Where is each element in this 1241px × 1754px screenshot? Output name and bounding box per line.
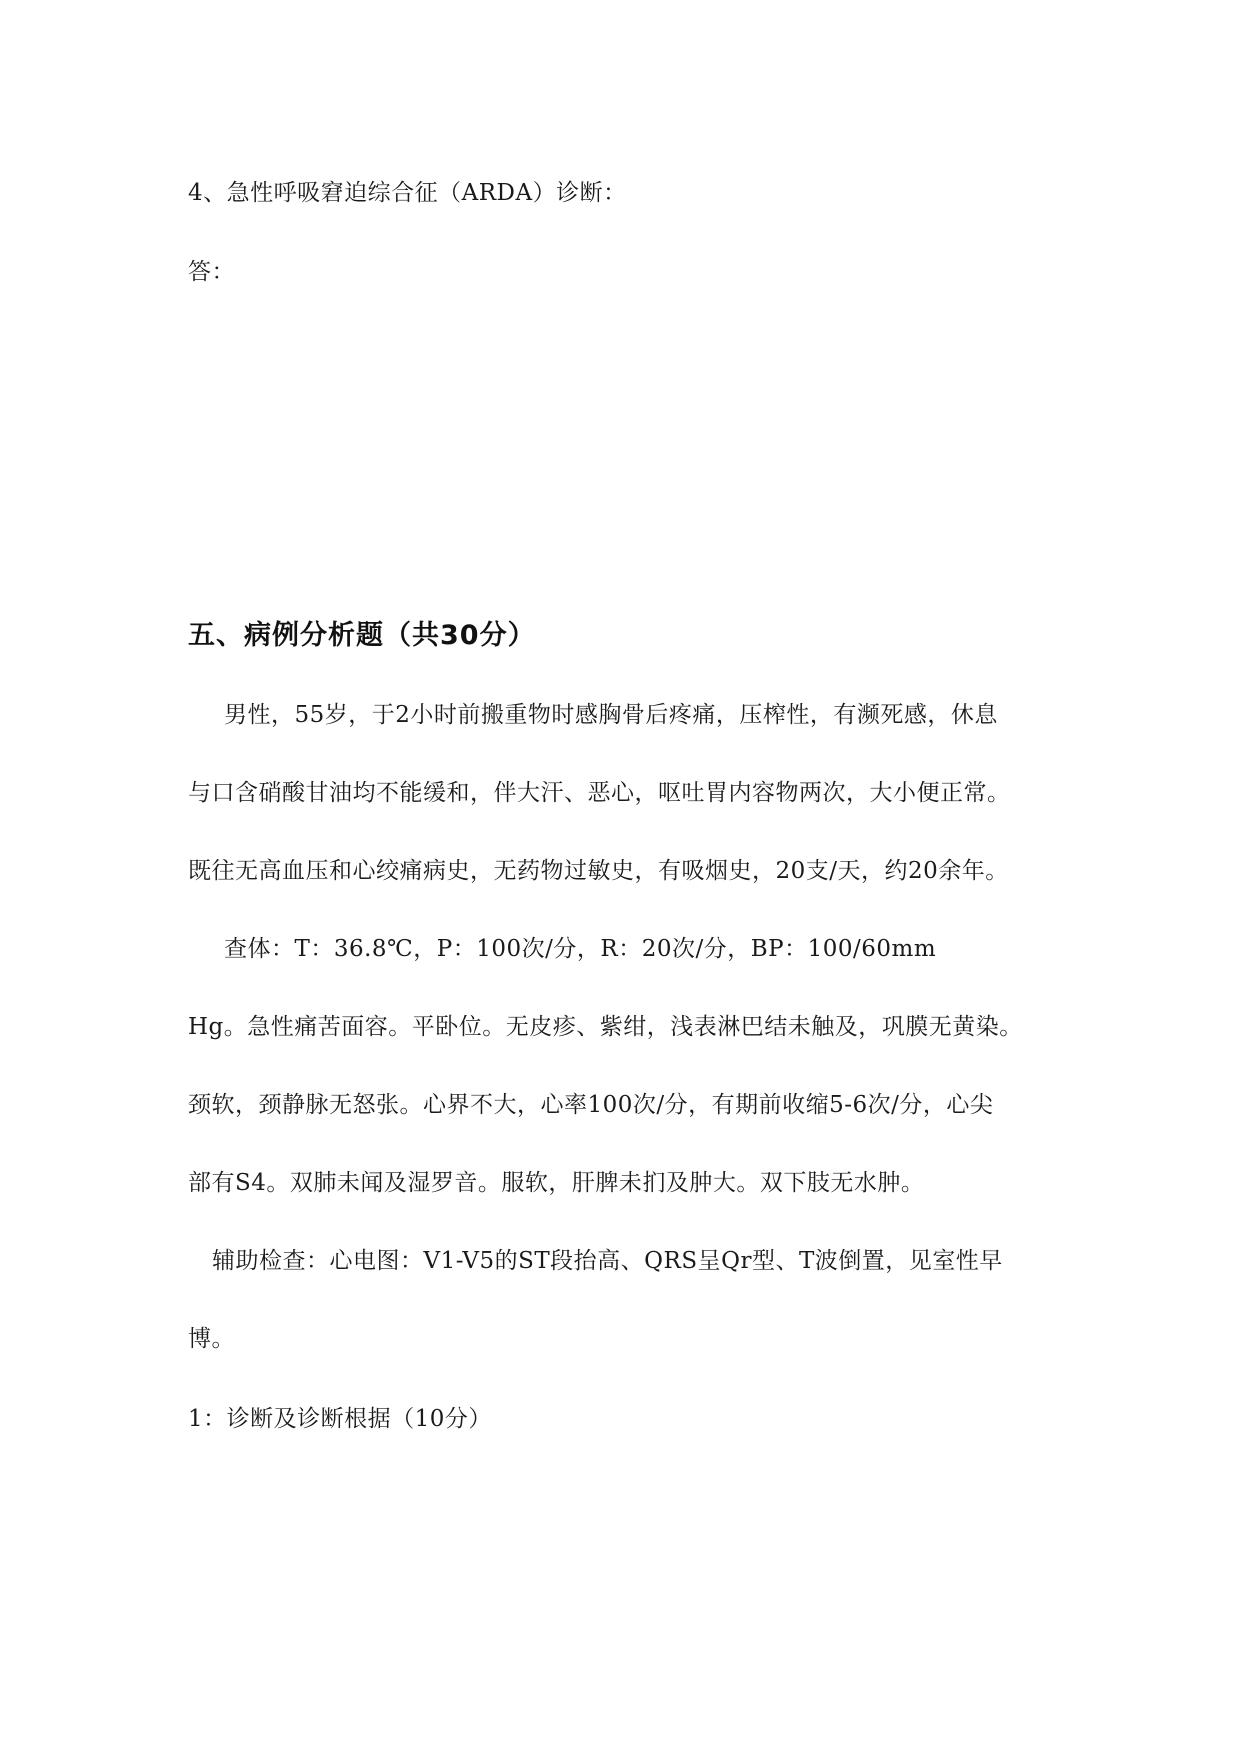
case-line-5: Hg。急性痛苦面容。平卧位。无皮疹、紫绀，浅表淋巴结未触及，巩膜无黄染。 — [188, 1014, 1023, 1040]
case-line-6: 颈软，颈静脉无怒张。心界不大，心率100次/分，有期前收缩5-6次/分，心尖 — [188, 1092, 994, 1118]
answer-label: 答： — [188, 259, 235, 285]
case-line-8: 辅助检查：心电图：V1-V5的ST段抬高、QRS呈Qr型、T波倒置，见室性早 — [212, 1248, 1003, 1274]
sub-question-1: 1：诊断及诊断根据（10分） — [188, 1406, 492, 1432]
case-line-7: 部有S4。双肺未闻及湿罗音。服软，肝脾未扪及肿大。双下肢无水肿。 — [188, 1170, 925, 1196]
question-4-title: 4、急性呼吸窘迫综合征（ARDA）诊断： — [188, 180, 627, 206]
case-line-4: 查体：T：36.8℃，P：100次/分，R：20次/分，BP：100/60mm — [224, 936, 937, 962]
case-line-3: 既往无高血压和心绞痛病史，无药物过敏史，有吸烟史，20支/天，约20余年。 — [188, 858, 1009, 884]
section-5-heading: 五、病例分析题（共30分） — [188, 620, 536, 651]
case-line-2: 与口含硝酸甘油均不能缓和，伴大汗、恶心，呕吐胃内容物两次，大小便正常。 — [188, 780, 1011, 806]
case-line-1: 男性，55岁，于2小时前搬重物时感胸骨后疼痛，压榨性，有濒死感，休息 — [224, 702, 998, 728]
case-line-9: 博。 — [188, 1326, 235, 1352]
